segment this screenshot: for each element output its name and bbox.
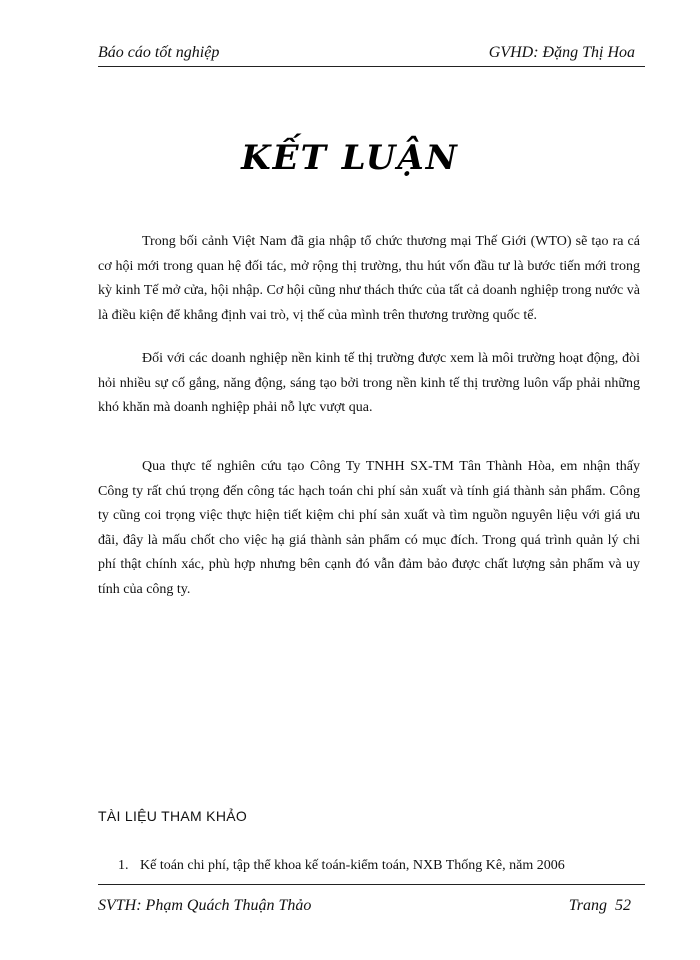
reference-item bbox=[118, 858, 565, 874]
paragraph-context: Trong bối cảnh Việt Nam đã gia nhập tổ chức thương mại Thế Giới (WTO) sẽ tạo ra cá cơ hội mới trong quan hệ đối tác, mở rộng thị trường, thu hút vốn đầu tư là bước tiến mới trong kỳ kinh Tế mở cửa, hội nhập. Cơ hội cũng như thách thức của tất cả doanh nghiệp trong nước và là điều kiện để khẳng định vai trò, vị thế của mình trên thương trường quốc tế. bbox=[98, 234, 640, 323]
page-title: KẾT LUẬN bbox=[241, 138, 459, 178]
page-header bbox=[98, 44, 645, 67]
reference-number: 1. bbox=[118, 858, 129, 873]
paragraph-market-economy: Đối với các doanh nghiệp nền kinh tế thị trường được xem là môi trường hoạt động, đòi hỏi nhiều sự cố gắng, năng động, sáng tạo bởi trong nền kinh tế thị trường luôn vấp phải những khó khăn mà doanh nghiệp phải nỗ lực vượt qua. bbox=[98, 351, 640, 415]
references-heading: TÀI LIỆU THAM KHẢO bbox=[98, 808, 248, 824]
reference-text: Kế toán chi phí, tập thể khoa kế toán-kiểm toán, NXB Thống Kê, năm 2006 bbox=[140, 858, 565, 873]
header-report-title: Báo cáo tốt nghiệp bbox=[98, 44, 220, 61]
paragraph-company-findings: Qua thực tế nghiên cứu tạo Công Ty TNHH SX-TM Tân Thành Hòa, em nhận thấy Công ty rất chú trọng đến công tác hạch toán chi phí sản xuất và tính giá thành sản phẩm. Công ty cũng coi trọng việc thực hiện tiết kiệm chi phí sản xuất và tìm nguồn nguyên liệu với giá ưu đãi, đây là mấu chốt cho việc hạ giá thành sản phẩm có mục đích. Trong quá trình quản lý chi phí thật chính xác, phù hợp nhưng bên cạnh đó vẫn đảm bảo được chất lượng sản phẩm và uy tính của công ty. bbox=[98, 459, 640, 597]
footer-divider bbox=[98, 884, 645, 885]
footer-page-number: Trang 52 bbox=[568, 897, 631, 914]
footer-student-name: SVTH: Phạm Quách Thuận Thảo bbox=[98, 897, 312, 914]
header-supervisor: GVHD: Đặng Thị Hoa bbox=[488, 44, 635, 61]
